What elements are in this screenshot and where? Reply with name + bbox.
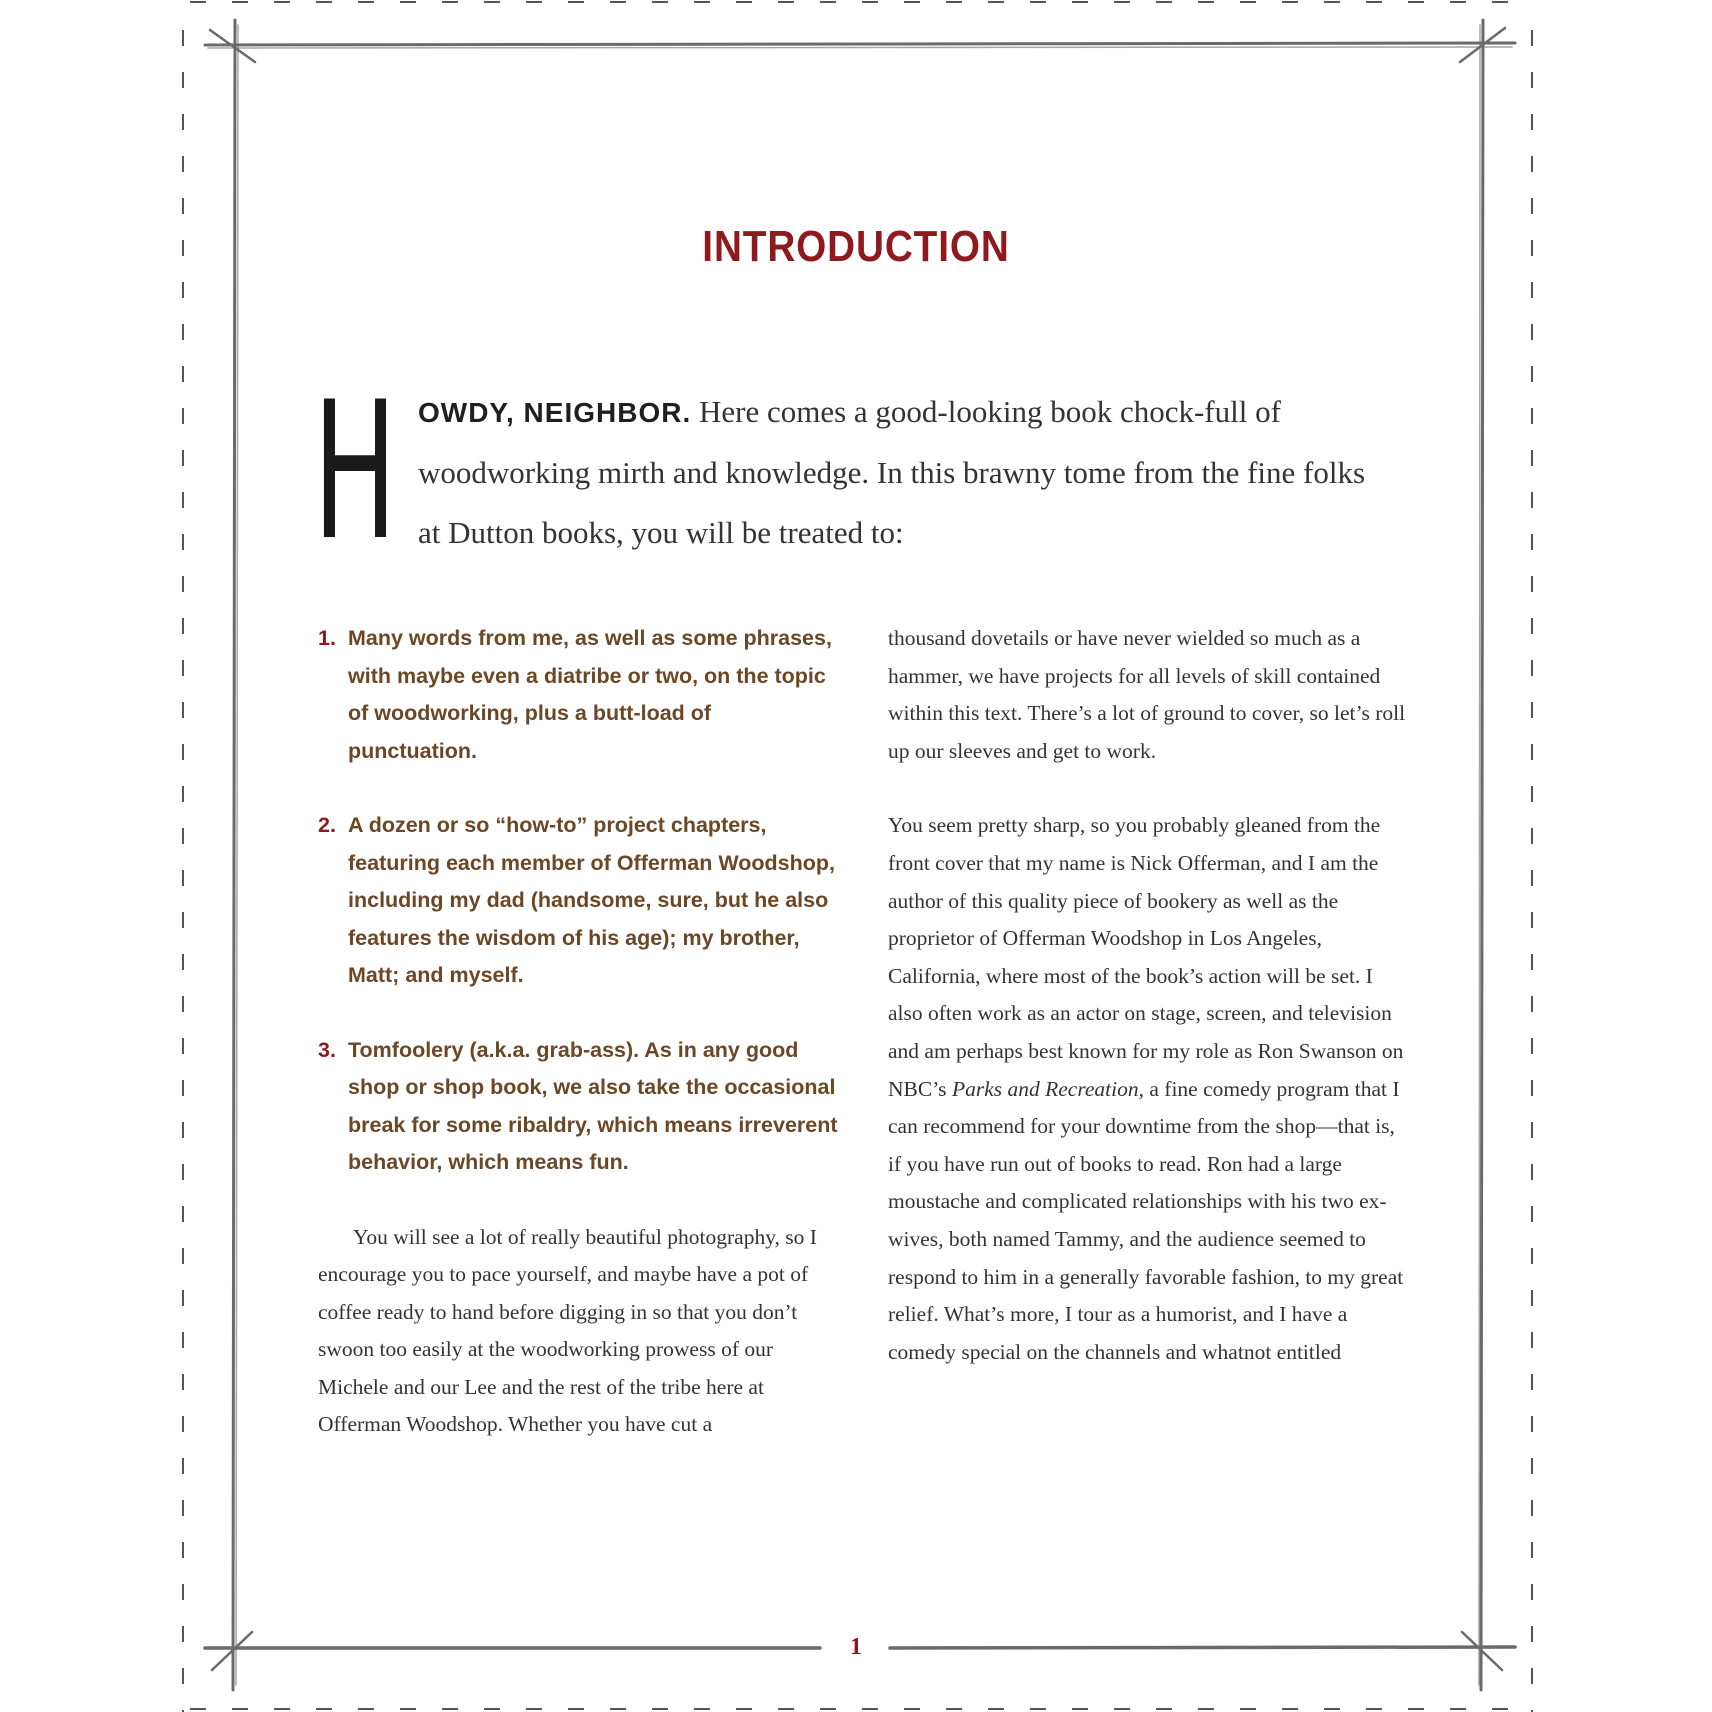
list-text: Many words from me, as well as some phrases, with maybe even a diatribe or two, on the topic of woodworking, plus a butt-load of punctuation. [348, 626, 832, 763]
list-item [318, 807, 838, 995]
right-column [888, 620, 1408, 1371]
show-title: Parks and Recreation, [951, 1076, 1144, 1101]
drop-cap-letter: H [313, 361, 397, 582]
intro-paragraph [418, 382, 1378, 563]
page-number: 1 [850, 1634, 862, 1660]
list-text: A dozen or so “how-to” project chapters, featuring each member of Offerman Woodshop, including my dad (handsome, sure, but he also features the wisdom of his age); my brother, Matt; and myself. [348, 813, 835, 987]
left-body-paragraph: You will see a lot of really beautiful photography, so I encourage you to pace yourself, and maybe have a pot of coffee ready to hand before digging in so that you don’t swoon too easily at the woodworking prowess of our Michele and our Lee and the rest of the tribe here at Offerman Woodshop. Whether you have cut a [318, 1224, 817, 1437]
list-text: Tomfoolery (a.k.a. grab-ass). As in any good shop or shop book, we also take the occasional break for some ribaldry, which means irreverent behavior, which means fun. [348, 1037, 838, 1174]
right-body-text-b: a fine comedy program that I can recommend for your downtime from the shop—that is, if you have run out of books to read. Ron had a large moustache and complicated relationships with his two ex-wives, both named Tammy, and the audience seemed to respond to him in a generally favorable fashion, to my great relief. What’s more, I tour as a humorist, and I have a comedy special on the channels and whatnot entitled [888, 1076, 1404, 1364]
intro-text: Here comes a good-looking book chock-full of woodworking mirth and knowledge. In this brawny tome from the fine folks at Dutton books, you will be treated to: [418, 394, 1366, 550]
list-number: 1. [318, 626, 336, 650]
right-body-paragraph-2 [888, 807, 1408, 1371]
list-number: 2. [318, 813, 336, 837]
intro-lead: OWDY, NEIGHBOR. [418, 397, 692, 428]
list-number: 3. [318, 1037, 336, 1062]
page-title: INTRODUCTION [702, 222, 1010, 271]
left-column [318, 620, 838, 1444]
treat-list [318, 620, 838, 1182]
right-body-text-a: You seem pretty sharp, so you probably gleaned from the front cover that my name is Nick Offerman, and I am the author of this quality piece of bookery as well as the proprietor of Offerman Woodshop in Los Angeles, California, where most of the book’s action will be set. I also often work as an actor on stage, screen, and television and am perhaps best known for my role as Ron Swanson on NBC’s [888, 813, 1404, 1101]
list-item [318, 1032, 838, 1182]
right-body-paragraph-1: thousand dovetails or have never wielded so much as a hammer, we have projects for all levels of skill contained within this text. There’s a lot of ground to cover, so let’s roll up our sleeves and get to work. [888, 626, 1406, 763]
list-item [318, 620, 838, 770]
drop-cap [310, 361, 400, 582]
